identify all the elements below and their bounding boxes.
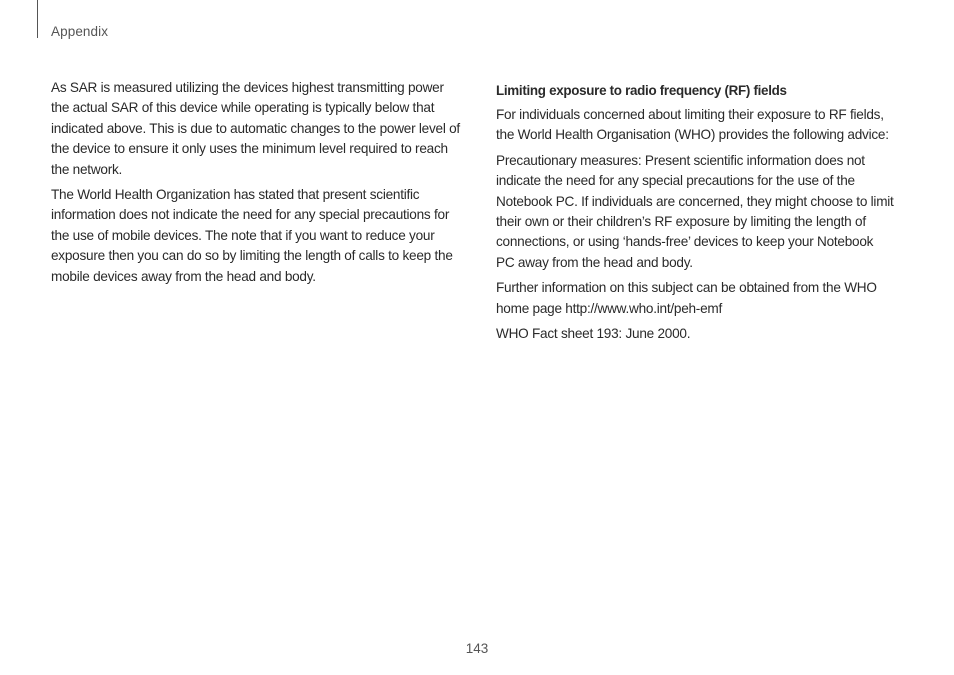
header-divider bbox=[37, 0, 38, 38]
who-statement-paragraph: The World Health Organization has stated that present scientific information does not indicate the need for any special precautions for the use of mobile devices. The note that if you want to reduce your exposure then you can do so by limiting the length of calls to keep the mobile devices away from the head and body. bbox=[51, 187, 453, 284]
precautionary-measures-paragraph: Precautionary measures: Present scientific information does not indicate the need for any special precautions for the use of the Notebook PC. If individuals are concerned, they might choose to limit their own or their children’s RF exposure by limiting the length of connections, or using ‘hands-free’ devices to keep your Notebook PC away from the head and body. bbox=[496, 152, 894, 270]
fact-sheet-paragraph: WHO Fact sheet 193: June 2000. bbox=[496, 326, 691, 342]
rf-exposure-heading: Limiting exposure to radio frequency (RF) fields bbox=[496, 83, 787, 98]
who-advice-paragraph: For individuals concerned about limiting their exposure to RF fields, the World Health Organisation (WHO) provides the following advice: bbox=[496, 107, 889, 143]
sar-paragraph: As SAR is measured utilizing the devices highest transmitting power the actual SAR of this device while operating is typically below that indicated above. This is due to automatic changes to the power level of the device to ensure it only uses the minimum level required to reach the network. bbox=[51, 80, 460, 177]
section-label: Appendix bbox=[51, 24, 109, 39]
further-info-paragraph: Further information on this subject can be obtained from the WHO home page http://www.who.int/peh-emf bbox=[496, 280, 877, 316]
page-number: 143 bbox=[465, 641, 489, 656]
left-column bbox=[51, 78, 463, 292]
right-column bbox=[496, 78, 894, 349]
